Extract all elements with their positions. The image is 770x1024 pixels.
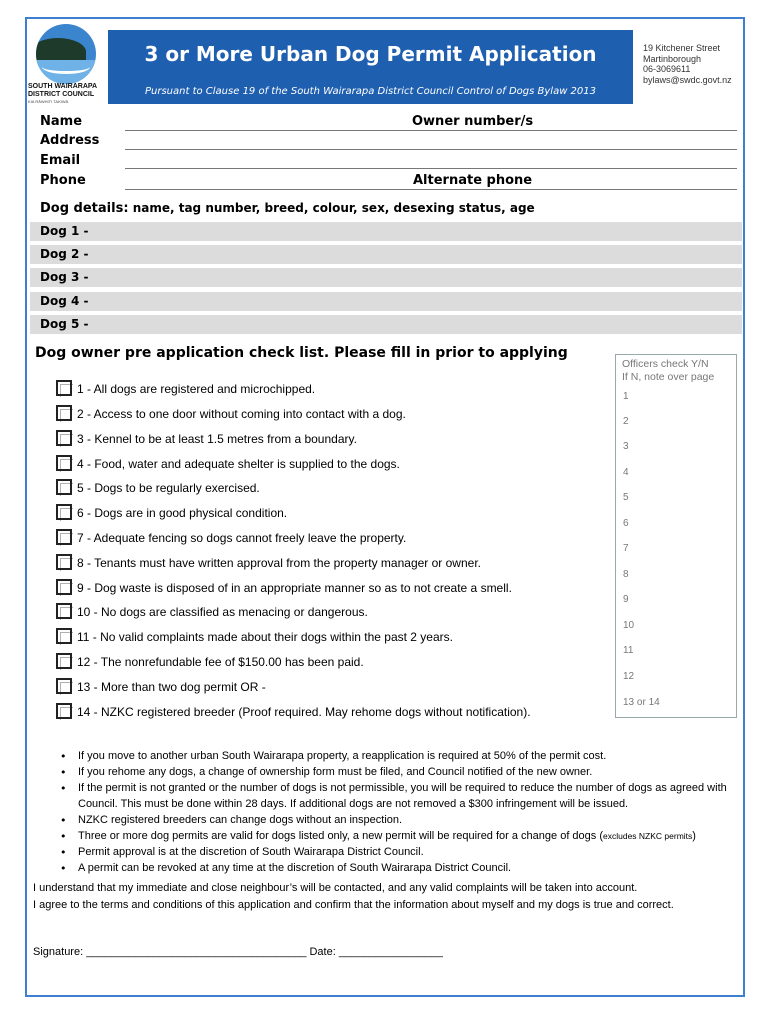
officer-check-heading: [622, 358, 714, 384]
bullet: •: [60, 766, 67, 779]
bullet: •: [60, 830, 67, 843]
bullet: •: [60, 862, 67, 875]
email-field[interactable]: [125, 168, 737, 169]
checkbox[interactable]: [56, 504, 72, 520]
checklist-title: Dog owner pre application check list. Please fill in prior to applying: [35, 345, 568, 361]
officer-check-5[interactable]: 5: [623, 492, 629, 503]
note-valid-dogs: [78, 829, 738, 845]
officer-heading-line-1: Officers check Y/N: [622, 358, 709, 370]
checkbox[interactable]: [56, 455, 72, 471]
officer-check-2[interactable]: 2: [623, 416, 629, 427]
officer-check-8[interactable]: 8: [623, 569, 629, 580]
logo-text: [28, 83, 103, 104]
officer-heading-line-2: If N, note over page: [622, 371, 715, 383]
dog-details-title: Dog details:: [40, 201, 129, 216]
checklist-item-text: 4 - Food, water and adequate shelter is supplied to the dogs.: [77, 457, 400, 471]
contact-phone: 06-3069611: [643, 64, 691, 74]
checkbox[interactable]: [56, 529, 72, 545]
phone-field[interactable]: [125, 189, 737, 190]
officer-check-3[interactable]: 3: [623, 441, 629, 452]
dog-row-5[interactable]: Dog 5 -: [30, 315, 742, 334]
contact-town: Martinborough: [643, 53, 702, 64]
officer-check-1[interactable]: 1: [623, 391, 629, 402]
logo-line-1: SOUTH WAIRARAPA: [28, 83, 98, 90]
dog-details-description: name, tag number, breed, colour, sex, desexing status, age: [128, 201, 535, 215]
page-title: 3 or More Urban Dog Permit Application: [144, 42, 597, 66]
note-valid-dogs-small: excludes NZKC permits: [603, 831, 693, 841]
checklist-item-text: 1 - All dogs are registered and microchipped.: [77, 382, 316, 396]
checklist-item-text: 2 - Access to one door without coming into contact with a dog.: [77, 407, 406, 421]
officer-check-12[interactable]: 12: [623, 671, 635, 682]
officer-check-4[interactable]: 4: [623, 467, 629, 478]
checkbox[interactable]: [56, 405, 72, 421]
checklist-item-text: 13 - More than two dog permit OR -: [77, 680, 266, 694]
address-label: Address: [40, 133, 100, 148]
page-subtitle: Pursuant to Clause 19 of the South Wairarapa District Council Control of Dogs Bylaw 2013: [144, 86, 597, 97]
bullet: •: [60, 846, 67, 859]
checkbox[interactable]: [56, 628, 72, 644]
checklist-item-text: 10 - No dogs are classified as menacing or dangerous.: [77, 605, 368, 619]
note-valid-dogs-end: ): [692, 830, 696, 842]
officer-check-13-14[interactable]: 13 or 14: [623, 697, 660, 708]
checklist-item-text: 8 - Tenants must have written approval from the property manager or owner.: [77, 556, 481, 570]
officer-check-9[interactable]: 9: [623, 594, 629, 605]
name-label: Name: [40, 114, 83, 129]
checklist-item-text: 12 - The nonrefundable fee of $150.00 has been paid.: [77, 655, 364, 669]
dog-row-2[interactable]: Dog 2 -: [30, 245, 742, 264]
declaration-line-2: I agree to the terms and conditions of this application and confirm that the information about myself and my dogs is true and correct.: [33, 899, 674, 911]
checklist-item-text: 11 - No valid complaints made about their dogs within the past 2 years.: [77, 630, 453, 644]
checklist-item-text: 6 - Dogs are in good physical condition.: [77, 506, 288, 520]
alt-phone-label: Alternate phone: [413, 173, 533, 188]
checklist-item-text: 3 - Kennel to be at least 1.5 metres from a boundary.: [77, 432, 357, 446]
note-valid-dogs-text: Three or more dog permits are valid for dogs listed only, a new permit will be required for a change of dogs (: [78, 830, 603, 842]
checkbox[interactable]: [56, 678, 72, 694]
logo-emblem: [36, 24, 96, 84]
email-label: Email: [40, 153, 81, 168]
checklist-item-text: 9 - Dog waste is disposed of in an appropriate manner so as to not create a smell.: [77, 581, 512, 595]
checkbox[interactable]: [56, 380, 72, 396]
checkbox[interactable]: [56, 579, 72, 595]
dog-row-3[interactable]: Dog 3 -: [30, 268, 742, 287]
note-rehome: If you rehome any dogs, a change of ownership form must be filed, and Council notified of the new owner.: [78, 766, 593, 778]
dog-details-heading: [40, 201, 535, 216]
bullet: •: [60, 750, 67, 763]
note-approval: Permit approval is at the discretion of South Wairarapa District Council.: [78, 846, 424, 858]
contact-street: 19 Kitchener Street: [643, 43, 721, 53]
logo-line-3: KIA RĀWHITI TAKIWĀ: [28, 99, 69, 104]
officer-check-6[interactable]: 6: [623, 518, 629, 529]
contact-info: [643, 43, 732, 85]
officer-check-box: [615, 354, 737, 718]
logo-line-2: DISTRICT COUNCIL: [28, 91, 95, 98]
owner-number-label: Owner number/s: [412, 114, 534, 129]
contact-email: bylaws@swdc.govt.nz: [643, 74, 732, 85]
checkbox[interactable]: [56, 430, 72, 446]
checklist-item-text: 7 - Adequate fencing so dogs cannot freely leave the property.: [77, 531, 407, 545]
dog-row-1[interactable]: Dog 1 -: [30, 222, 742, 241]
note-nzkc-breeders: NZKC registered breeders can change dogs without an inspection.: [78, 814, 403, 826]
officer-check-7[interactable]: 7: [623, 543, 629, 554]
checkbox[interactable]: [56, 703, 72, 719]
note-not-granted: If the permit is not granted or the number of dogs is not permissible, you will be required to reduce the number of dogs as agreed with Council. This must be done within 28 days. If additional dogs are not removed a $300 infringement will be issued.: [78, 782, 727, 810]
dog-row-4[interactable]: Dog 4 -: [30, 292, 742, 311]
declaration-line-1: I understand that my immediate and close neighbour’s will be contacted, and any valid complaints will be taken into account.: [33, 882, 638, 894]
checkbox[interactable]: [56, 554, 72, 570]
note-reapplication: If you move to another urban South Wairarapa property, a reapplication is required at 50% of the permit cost.: [78, 750, 607, 762]
phone-label: Phone: [40, 173, 86, 188]
name-field[interactable]: [125, 130, 737, 131]
signature-date-field[interactable]: Signature: ____________________________________ Date: _________________: [33, 946, 443, 958]
checkbox[interactable]: [56, 653, 72, 669]
officer-check-10[interactable]: 10: [623, 620, 635, 631]
address-field[interactable]: [125, 149, 737, 150]
checkbox[interactable]: [56, 479, 72, 495]
checklist-item-text: 14 - NZKC registered breeder (Proof required. May rehome dogs without notification).: [77, 705, 531, 719]
bullet: •: [60, 782, 67, 795]
checklist-item-text: 5 - Dogs to be regularly exercised.: [77, 481, 260, 495]
note-revoke: A permit can be revoked at any time at the discretion of South Wairarapa District Council.: [78, 862, 512, 874]
officer-check-11[interactable]: 11: [623, 645, 634, 656]
bullet: •: [60, 814, 67, 827]
checkbox[interactable]: [56, 603, 72, 619]
council-logo: [28, 22, 103, 102]
